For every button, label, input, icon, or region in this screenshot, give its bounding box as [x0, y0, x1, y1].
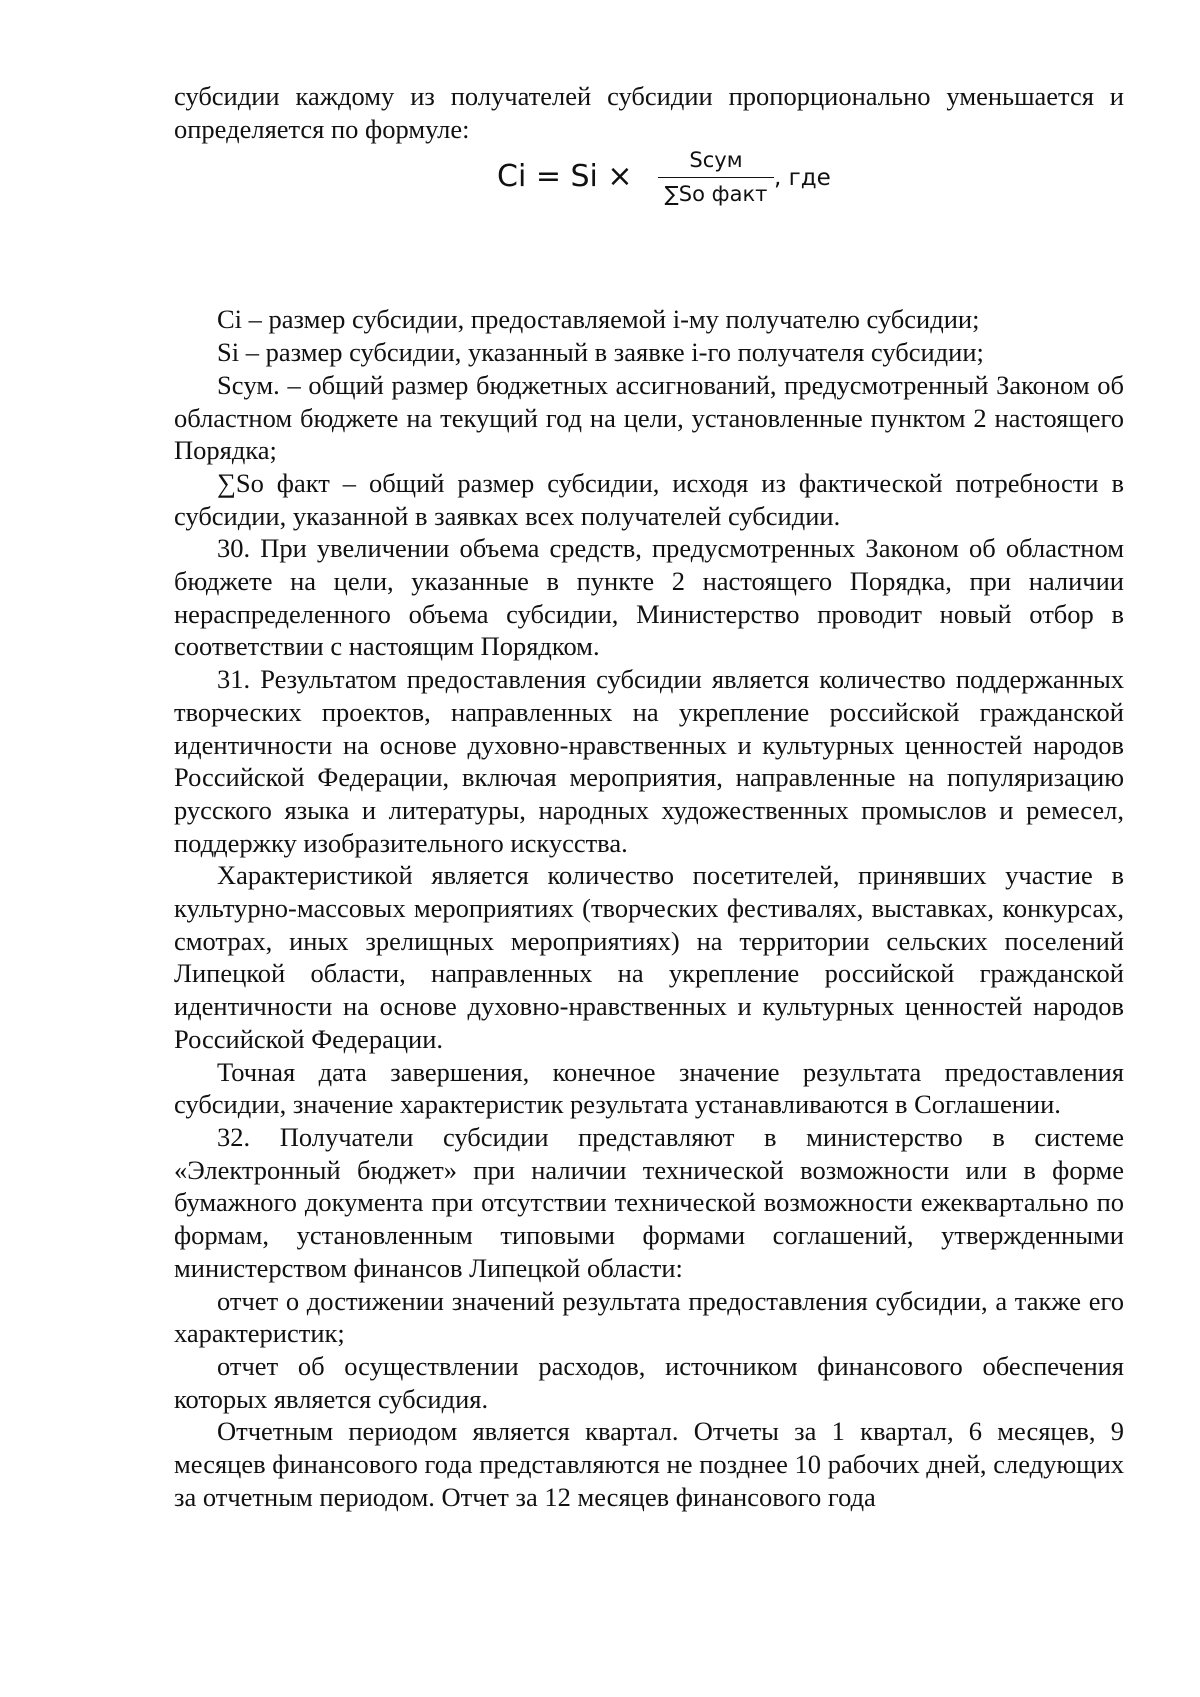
- paragraph-reporting-period: Отчетным периодом является квартал. Отчеты за 1 квартал, 6 месяцев, 9 месяцев финансового года представляются не позднее 10 рабочих дней, следующих за отчетным периодом. Отчет за 12 месяцев финансового года: [174, 1416, 1124, 1512]
- formula-numerator: Scум: [689, 148, 743, 173]
- paragraph-report-results: отчет о достижении значений результата предоставления субсидии, а также его характеристик;: [174, 1285, 1124, 1349]
- definition-ci: Ci – размер субсидии, предоставляемой i-му получателю субсидии;: [217, 304, 980, 335]
- definition-so-fact: ∑So факт – общий размер субсидии, исходя из фактической потребности в субсидии, указанной в заявках всех получателей субсидии.: [174, 467, 1124, 531]
- paragraph-report-expenses: отчет об осуществлении расходов, источником финансового обеспечения которых является субсидия.: [174, 1350, 1124, 1414]
- formula-denominator: ∑So факт: [664, 182, 768, 207]
- paragraph-30: 30. При увеличении объема средств, предусмотренных Законом об областном бюджете на цели, указанные в пункте 2 настоящего Порядка, при наличии нераспределенного объема субсидии, Министерство проводит новый отбор в соответствии с настоящим Порядком.: [174, 533, 1124, 662]
- paragraph-completion-date: Точная дата завершения, конечное значение результата предоставления субсидии, значение характеристик результата устанавливаются в Соглашении.: [174, 1056, 1124, 1120]
- spacer: [174, 233, 1124, 303]
- paragraph-32: 32. Получатели субсидии представляют в министерство в системе «Электронный бюджет» при наличии технической возможности или в форме бумажного документа при отсутствии технической возможности ежеквартально по формам, установленным типовыми формами соглашений, утвержденными министерством финансов Липецкой области:: [174, 1121, 1124, 1283]
- subsidy-formula: [174, 145, 1124, 233]
- intro-paragraph: субсидии каждому из получателей субсидии пропорционально уменьшается и определяется по формуле:: [174, 81, 1124, 144]
- definition-scum: Scум. – общий размер бюджетных ассигнований, предусмотренный Законом об областном бюджете на текущий год на цели, установленные пунктом 2 настоящего Порядка;: [174, 369, 1124, 466]
- paragraph-31: 31. Результатом предоставления субсидии является количество поддержанных творческих проектов, направленных на укрепление российской гражданской идентичности на основе духовно-нравственных и культурных ценностей народов Российской Федерации, включая мероприятия, направленные на популяризацию русского языка и литературы, народных художественных промыслов и ремесел, поддержку изобразительного искусства.: [174, 664, 1124, 858]
- formula-tail: , где: [774, 165, 831, 192]
- formula-fraction: [658, 145, 774, 209]
- paragraph-characteristic: Характеристикой является количество посетителей, принявших участие в культурно-массовых мероприятиях (творческих фестивалях, выставках, конкурсах, смотрах, иных зрелищных мероприятиях) на территории сельских поселений Липецкой области, направленных на укрепление российской гражданской идентичности на основе духовно-нравственных и культурных ценностей народов Российской Федерации.: [174, 860, 1124, 1054]
- formula-lhs: Ci = Si ×: [497, 159, 633, 195]
- definition-si: Si – размер субсидии, указанный в заявке i-го получателя субсидии;: [217, 337, 984, 368]
- fraction-bar: [658, 177, 774, 178]
- document-page: [174, 80, 1124, 1513]
